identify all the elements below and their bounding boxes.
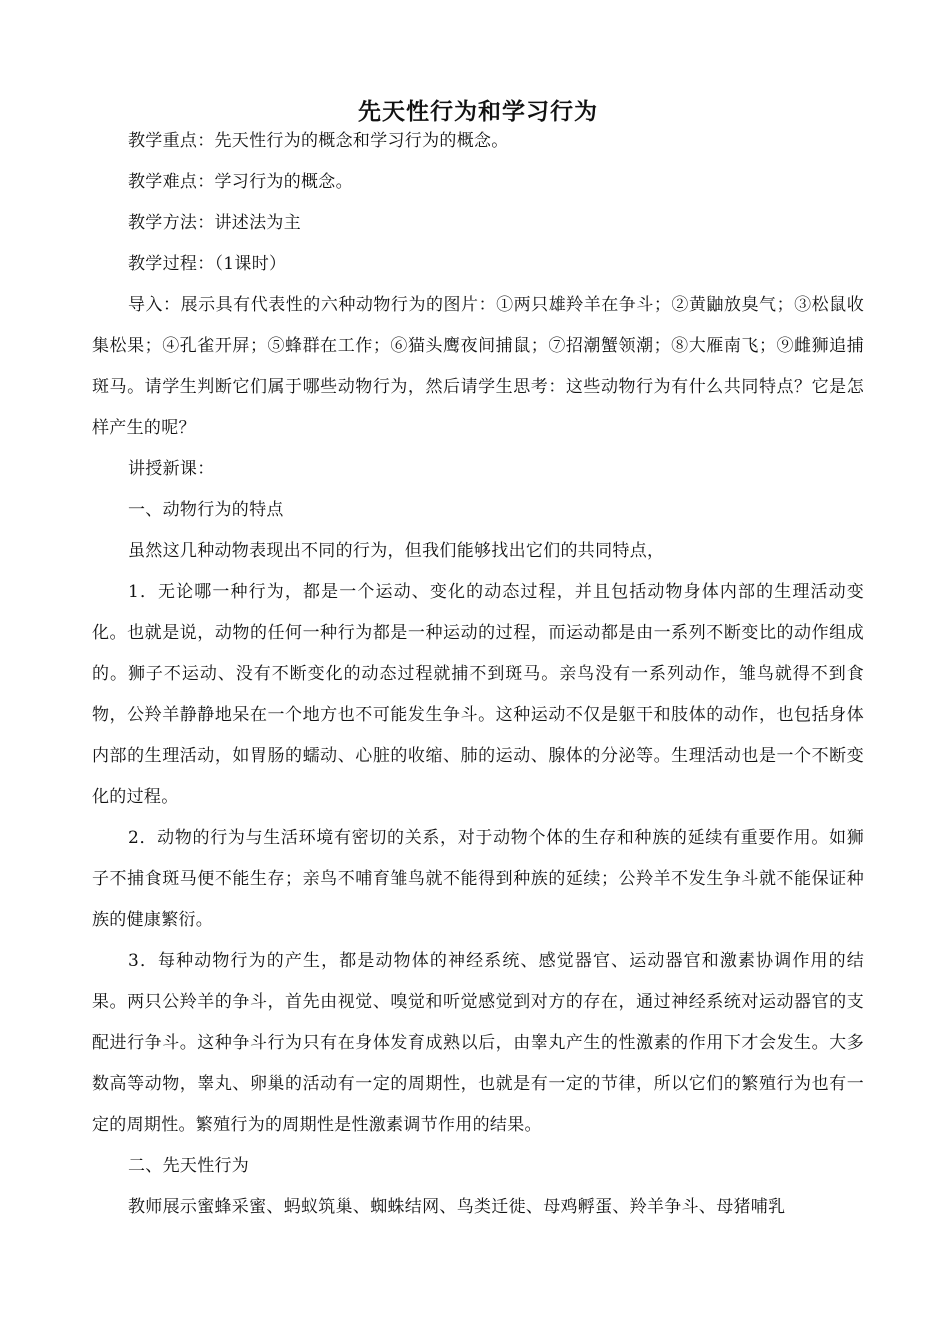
paragraph-teaching-focus: 教学重点：先天性行为的概念和学习行为的概念。 [128, 131, 509, 151]
paragraph-teacher-demo: 教师展示蜜蜂采蜜、蚂蚁筑巢、蜘蛛结网、鸟类迁徙、母鸡孵蛋、羚羊争斗、母猪哺乳 [128, 1197, 786, 1217]
section-heading-behavior-traits: 一、动物行为的特点 [128, 500, 284, 520]
paragraph-common-traits: 虽然这几种动物表现出不同的行为，但我们能够找出它们的共同特点， [128, 541, 665, 561]
paragraph-introduction: 导入：展示具有代表性的六种动物行为的图片：①两只雄羚羊在争斗；②黄鼬放臭气；③松鼠收集松果；④孔雀开屏；⑤蜂群在工作；⑥猫头鹰夜间捕鼠；⑦招潮蟹领潮；⑧大雁南飞；⑨雌狮追捕斑马。请学生判断它们属于哪些动物行为，然后请学生思考：这些动物行为有什么共同特点？它是怎样产生的呢？ [92, 295, 864, 438]
paragraph-teaching-difficulty: 教学难点：学习行为的概念。 [128, 172, 353, 192]
paragraph-new-lesson: 讲授新课： [128, 459, 215, 479]
paragraph-point-2: 2．动物的行为与生活环境有密切的关系，对于动物个体的生存和种族的延续有重要作用。如狮子不捕食斑马便不能生存；亲鸟不哺育雏鸟就不能得到种族的延续；公羚羊不发生争斗就不能保证种族的健康繁衍。 [92, 828, 864, 930]
paragraph-teaching-method: 教学方法：讲述法为主 [128, 213, 301, 233]
document-title: 先天性行为和学习行为 [358, 99, 598, 125]
paragraph-teaching-process: 教学过程：（1课时） [128, 254, 287, 274]
paragraph-point-3: 3．每种动物行为的产生，都是动物体的神经系统、感觉器官、运动器官和激素协调作用的结果。两只公羚羊的争斗，首先由视觉、嗅觉和听觉感觉到对方的存在，通过神经系统对运动器官的支配进行争斗。这种争斗行为只有在身体发育成熟以后，由睾丸产生的性激素的作用下才会发生。大多数高等动物，睾丸、卵巢的活动有一定的周期性，也就是有一定的节律，所以它们的繁殖行为也有一定的周期性。繁殖行为的周期性是性激素调节作用的结果。 [92, 951, 864, 1135]
paragraph-point-1: 1．无论哪一种行为，都是一个运动、变化的动态过程，并且包括动物身体内部的生理活动变化。也就是说，动物的任何一种行为都是一种运动的过程，而运动都是由一系列不断变比的动作组成的。狮子不运动、没有不断变化的动态过程就捕不到斑马。亲鸟没有一系列动作，雏鸟就得不到食物，公羚羊静静地呆在一个地方也不可能发生争斗。这种运动不仅是躯干和肢体的动作，也包括身体内部的生理活动，如胃肠的蠕动、心脏的收缩、肺的运动、腺体的分泌等。生理活动也是一个不断变化的过程。 [92, 582, 864, 807]
document-page [92, 96, 864, 1228]
section-heading-innate-behavior: 二、先天性行为 [128, 1156, 250, 1176]
